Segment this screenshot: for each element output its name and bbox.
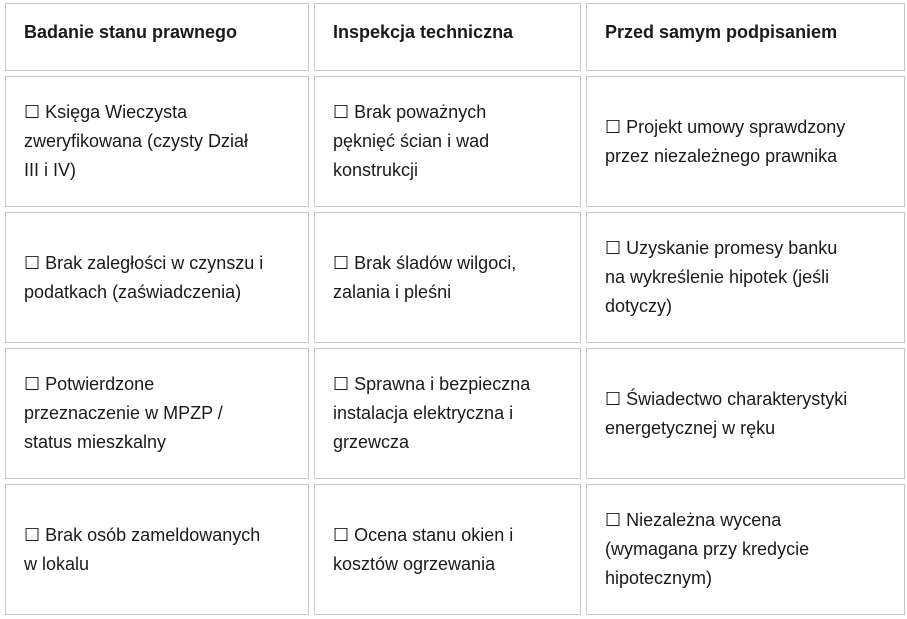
checklist-item-label: ☐ Potwierdzone przeznaczenie w MPZP / status mieszkalny: [24, 374, 223, 452]
checklist-item[interactable]: [586, 484, 905, 615]
checklist-item[interactable]: [586, 212, 905, 343]
checklist-item[interactable]: [314, 212, 581, 343]
checklist-item[interactable]: [314, 348, 581, 479]
checklist-item[interactable]: [586, 348, 905, 479]
checklist-item-label: ☐ Świadectwo charakterystyki energetycznej w ręku: [605, 388, 848, 438]
checklist-item-label: ☐ Niezależna wycena (wymagana przy kredycie hipotecznym): [605, 510, 810, 588]
checklist-item[interactable]: [5, 212, 309, 343]
checklist-item-label: ☐ Uzyskanie promesy banku na wykreślenie hipotek (jeśli dotyczy): [605, 238, 838, 316]
header-before-signing: [586, 3, 905, 71]
header-technical-inspection: [314, 3, 581, 71]
checklist-item-label: ☐ Sprawna i bezpieczna instalacja elektryczna i grzewcza: [333, 374, 531, 452]
checklist-item[interactable]: [5, 484, 309, 615]
checklist-item-label: ☐ Brak zaległości w czynszu i podatkach (zaświadczenia): [24, 252, 264, 302]
checklist-item-label: ☐ Brak osób zameldowanych w lokalu: [24, 524, 261, 574]
header-label: Przed samym podpisaniem: [605, 21, 838, 42]
checklist-item-label: ☐ Projekt umowy sprawdzony przez niezależnego prawnika: [605, 116, 846, 166]
checklist-item[interactable]: [5, 348, 309, 479]
checklist-item[interactable]: [314, 76, 581, 207]
checklist-item[interactable]: [5, 76, 309, 207]
checklist-item-label: ☐ Księga Wieczysta zweryfikowana (czysty Dział III i IV): [24, 102, 249, 180]
header-label: Badanie stanu prawnego: [24, 21, 238, 42]
checklist-item[interactable]: [586, 76, 905, 207]
checklist-item-label: ☐ Ocena stanu okien i kosztów ogrzewania: [333, 524, 514, 574]
header-label: Inspekcja techniczna: [333, 21, 514, 42]
checklist-item-label: ☐ Brak śladów wilgoci, zalania i pleśni: [333, 252, 517, 302]
checklist-table: [5, 3, 905, 615]
checklist-item[interactable]: [314, 484, 581, 615]
header-legal-status: [5, 3, 309, 71]
checklist-item-label: ☐ Brak poważnych pęknięć ścian i wad konstrukcji: [333, 102, 490, 180]
